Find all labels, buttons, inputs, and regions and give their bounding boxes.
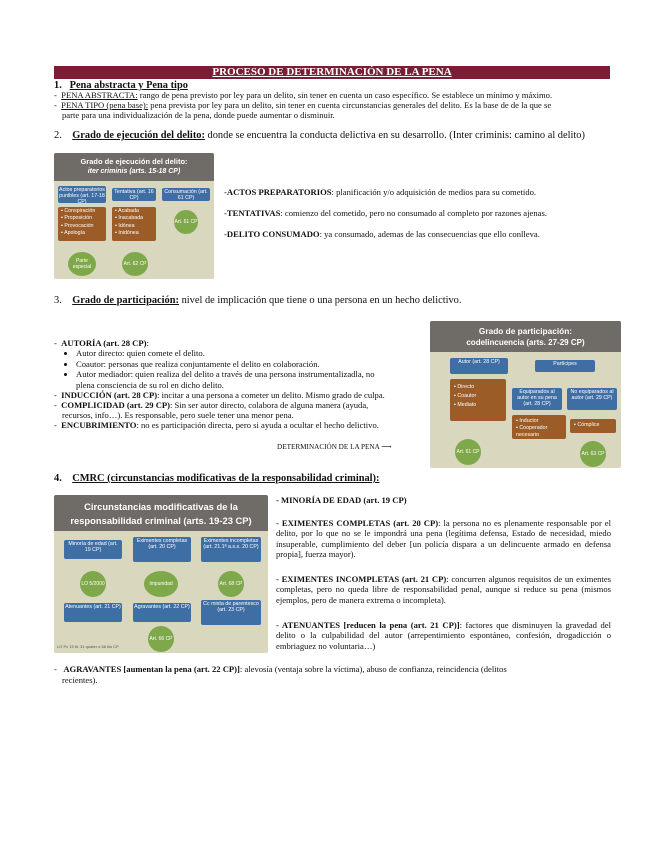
- iter-criminis-title-2: iter criminis (arts. 15-18 CP): [87, 168, 181, 175]
- section-4-num: 4.: [54, 473, 62, 484]
- impunidad-circle: Impunidad: [144, 571, 178, 597]
- atenuantes-box: Atenuantes (art. 21 CP): [64, 603, 122, 622]
- list-item: • Autor directo: quien comete el delito.: [76, 348, 416, 358]
- no-equiparados-list-box: [570, 419, 616, 433]
- autoria-list: [54, 348, 416, 390]
- document-title: PROCESO DE DETERMINACIÓN DE LA PENA: [54, 66, 610, 79]
- participacion-header: [430, 321, 621, 352]
- cmrc-title-2: responsabilidad criminal (arts. 19-23 CP): [70, 515, 252, 526]
- equiparados-list-box: [512, 415, 566, 439]
- complicidad-line-2: recursos, info…). Es responsable, pero suele tener una menor pena.: [62, 410, 294, 420]
- cmrc-footnote: LO Pc 15 tit. 31 quater o 66 bis CP: [57, 644, 119, 649]
- pena-tipo-line: - PENA TIPO (pena base): pena prevista por ley para un delito, sin tener en cuenta circunstancias generales del delito. Es la base de de la que se: [54, 100, 552, 110]
- cmrc-diagram: [54, 495, 268, 653]
- encubrimiento-item: - ENCUBRIMIENTO: no es participación directa, pero si ayuda a ocultar el hecho delictivo.: [54, 420, 379, 430]
- section-2-title: Grado de ejecución del delito:: [72, 130, 205, 141]
- eximentes-incompletas-box: Eximentes incompletas (art. 21.1ª a.s.s. 20 CP): [201, 537, 261, 562]
- lo-5-2000-circle: LO 5/2000: [80, 571, 106, 597]
- cmrc-header: [54, 495, 268, 531]
- art-61-circle: Art. 61 CP: [455, 439, 481, 465]
- actos-preparatorios-list-box: [58, 207, 106, 241]
- minoria-edad-box: Minoría de edad (art. 19 CP): [64, 540, 122, 559]
- determinacion-arrow-label: DETERMINACIÓN DE LA PENA: [277, 443, 380, 451]
- list-item: plena consciencia de su rol en dicho delito.: [76, 379, 224, 390]
- pena-abstracta-label: PENA ABSTRACTA:: [61, 90, 138, 100]
- eximentes-incompletas-item: - EXIMENTES INCOMPLETAS (art. 21 CP): concurren algunos requisitos de un eximentes completas, pero no queda libre de responsabilidad penal, aunque si reduce su pena (mismos ejemplos, pero de manera extrema o incompleta).: [276, 574, 611, 605]
- list-item: ▪ Cómplice: [574, 422, 600, 428]
- art-68-circle: Art. 68 CP: [218, 571, 244, 597]
- list-item: ▪ Inductor: [516, 418, 539, 424]
- tentativas-item: -TENTATIVAS: comienzo del cometido, pero no consumado al completo por razones ajenas.: [224, 208, 547, 218]
- pena-abstracta-line: - PENA ABSTRACTA: rango de pena previsto por ley para un delito, sin tener en cuenta un caso específico. Se establece un mínimo y máximo.: [54, 90, 553, 100]
- agravantes-item: - AGRAVANTES [aumentan la pena (art. 22 CP)]: alevosía (ventaja sobre la víctima), abuso de confianza, reincidencia (delitos: [54, 664, 507, 674]
- no-equiparados-box: No equiparados al autor (art. 29 CP): [567, 388, 617, 410]
- arrow-icon: ⟶: [381, 443, 392, 451]
- section-3-num: 3.: [54, 295, 62, 306]
- equiparados-box: Equiparados al autor en su pena (art. 28 CP): [512, 388, 562, 410]
- pena-tipo-text: pena prevista por ley para un delito, sin tener en cuenta circunstancias generales del delito. Es la base de de la que se: [148, 100, 552, 110]
- list-item: ▪ Directo: [454, 384, 475, 390]
- section-1-num: 1.: [54, 80, 62, 91]
- section-3-title: Grado de participación:: [72, 295, 179, 306]
- pena-tipo-line-2: parte para una individualización de la pena, donde puede aumentar o disminuir.: [62, 110, 335, 120]
- participes-box: Partícipes: [535, 360, 595, 372]
- section-3-heading: [54, 295, 461, 307]
- autoria-block: [54, 338, 424, 390]
- section-4-heading: [54, 473, 379, 485]
- induccion-item: - INDUCCIÓN (art. 28 CP): incitar a una persona a cometer un delito. Mismo grado de culpa.: [54, 390, 385, 400]
- list-item: ▪ Inacabada: [115, 215, 144, 222]
- list-item: ▪ Provocación: [61, 222, 94, 229]
- agravantes-line-2: recientes).: [62, 675, 98, 685]
- autor-box: Autor (art. 28 CP): [450, 358, 508, 374]
- art-66-circle: Art. 66 CP: [148, 626, 174, 652]
- cmrc-title-1: Circunstancias modificativas de la: [84, 501, 238, 512]
- section-4-title: CMRC (circunstancias modificativas de la responsabilidad criminal):: [72, 473, 380, 484]
- eximentes-completas-item: - EXIMENTES COMPLETAS (art. 20 CP): la persona no es plenamente responsable por el delito, por lo que no se le impondrá una pena (legítima defensa, Estado de necesidad, miedo insuperable, cumplimiento del deber [un policía dispara a un delincuente armado en defensa propia], fuerza mayor).: [276, 518, 612, 560]
- participacion-title-2: codelincuencia (arts. 27-29 CP): [466, 338, 585, 347]
- iter-criminis-header: [54, 153, 214, 181]
- iter-criminis-diagram: [54, 153, 214, 279]
- list-item: ▪ Inidónea: [115, 230, 139, 237]
- list-item: ▪ Apología: [61, 230, 85, 237]
- art-63-circle: Art. 63 CP: [580, 441, 606, 467]
- minoria-edad-item: - MINORÍA DE EDAD (art. 19 CP): [276, 495, 407, 505]
- list-item: ▪ Idónea: [115, 222, 135, 229]
- list-item: ▪ Mediato: [454, 402, 477, 408]
- complicidad-item: - COMPLICIDAD (art. 29 CP): Sin ser autor directo, colabora de alguna manera (ayuda,: [54, 400, 369, 410]
- actos-preparatorios-box: Actos preparatorios punibles (art. 17-18 CP): [59, 187, 105, 206]
- agravantes-box: Agravantes (art. 22 CP): [133, 603, 191, 622]
- list-item: ▪ Proposición: [61, 215, 93, 222]
- parte-especial-circle: Parte especial: [68, 252, 96, 276]
- section-1-title: Pena abstracta y Pena tipo: [69, 80, 188, 91]
- pena-tipo-label: PENA TIPO (pena base):: [61, 100, 149, 110]
- list-item: • Autor mediador: quien realiza del delito a través de una persona instrumentalizadla, no: [76, 369, 416, 379]
- section-2-num: 2.: [54, 130, 62, 141]
- eximentes-completas-box: Eximentes completas (art. 20 CP): [133, 537, 191, 562]
- list-item: ▪ Conspiración: [61, 208, 96, 214]
- atenuantes-item: - ATENUANTES [reducen la pena (art. 21 CP)]: factores que disminuyen la gravedad del delito o la culpabilidad del autor (arrepentimiento espontáneo, confesión, drogadicción o embriaguez no voluntaria…): [276, 620, 611, 651]
- section-2-text: donde se encuentra la conducta delictiva en su desarrollo. (Inter criminis: camino al delito): [204, 130, 585, 141]
- participacion-title-1: Grado de participación:: [478, 326, 573, 336]
- autor-list-box: [450, 379, 506, 421]
- participacion-diagram: [430, 321, 621, 468]
- tentativa-box: Tentativa (art. 16 CP): [112, 188, 156, 201]
- tentativa-list-box: [112, 207, 156, 241]
- section-3-text: nivel de implicación que tiene o una persona en un hecho delictivo.: [178, 295, 462, 306]
- list-item: ▪ Acabada: [115, 208, 139, 214]
- list-item: • Coautor: personas que realiza conjuntamente el delito en colaboración.: [76, 359, 416, 369]
- actos-preparatorios-item: -ACTOS PREPARATORIOS: planificación y/o adquisición de medios para su cometido.: [224, 187, 537, 197]
- art-61-circle: Art. 61 CP: [174, 210, 198, 234]
- iter-criminis-title-1: Grado de ejecución del delito:: [80, 157, 188, 166]
- parentesco-box: Cc mixta de parentesco (art. 23 CP): [201, 600, 261, 625]
- section-2-heading: [54, 130, 585, 142]
- art-62-circle: Art. 62 CP: [122, 252, 148, 276]
- pena-abstracta-text: rango de pena previsto por ley para un delito, sin tener en cuenta un caso específico. Se establece un mínimo y máximo.: [137, 90, 553, 100]
- delito-consumado-item: -DELITO CONSUMADO: ya consumado, ademas de las consecuencias que ello conlleva.: [224, 229, 540, 239]
- determinacion-arrow: [277, 443, 392, 452]
- list-item: ▪ Cooperador necesario: [516, 425, 548, 438]
- autoria-heading: - AUTORÍA (art. 28 CP):: [54, 338, 149, 348]
- consumacion-box: Consumación (art. 61 CP): [162, 188, 210, 201]
- list-item: ▪ Coautor: [454, 393, 477, 399]
